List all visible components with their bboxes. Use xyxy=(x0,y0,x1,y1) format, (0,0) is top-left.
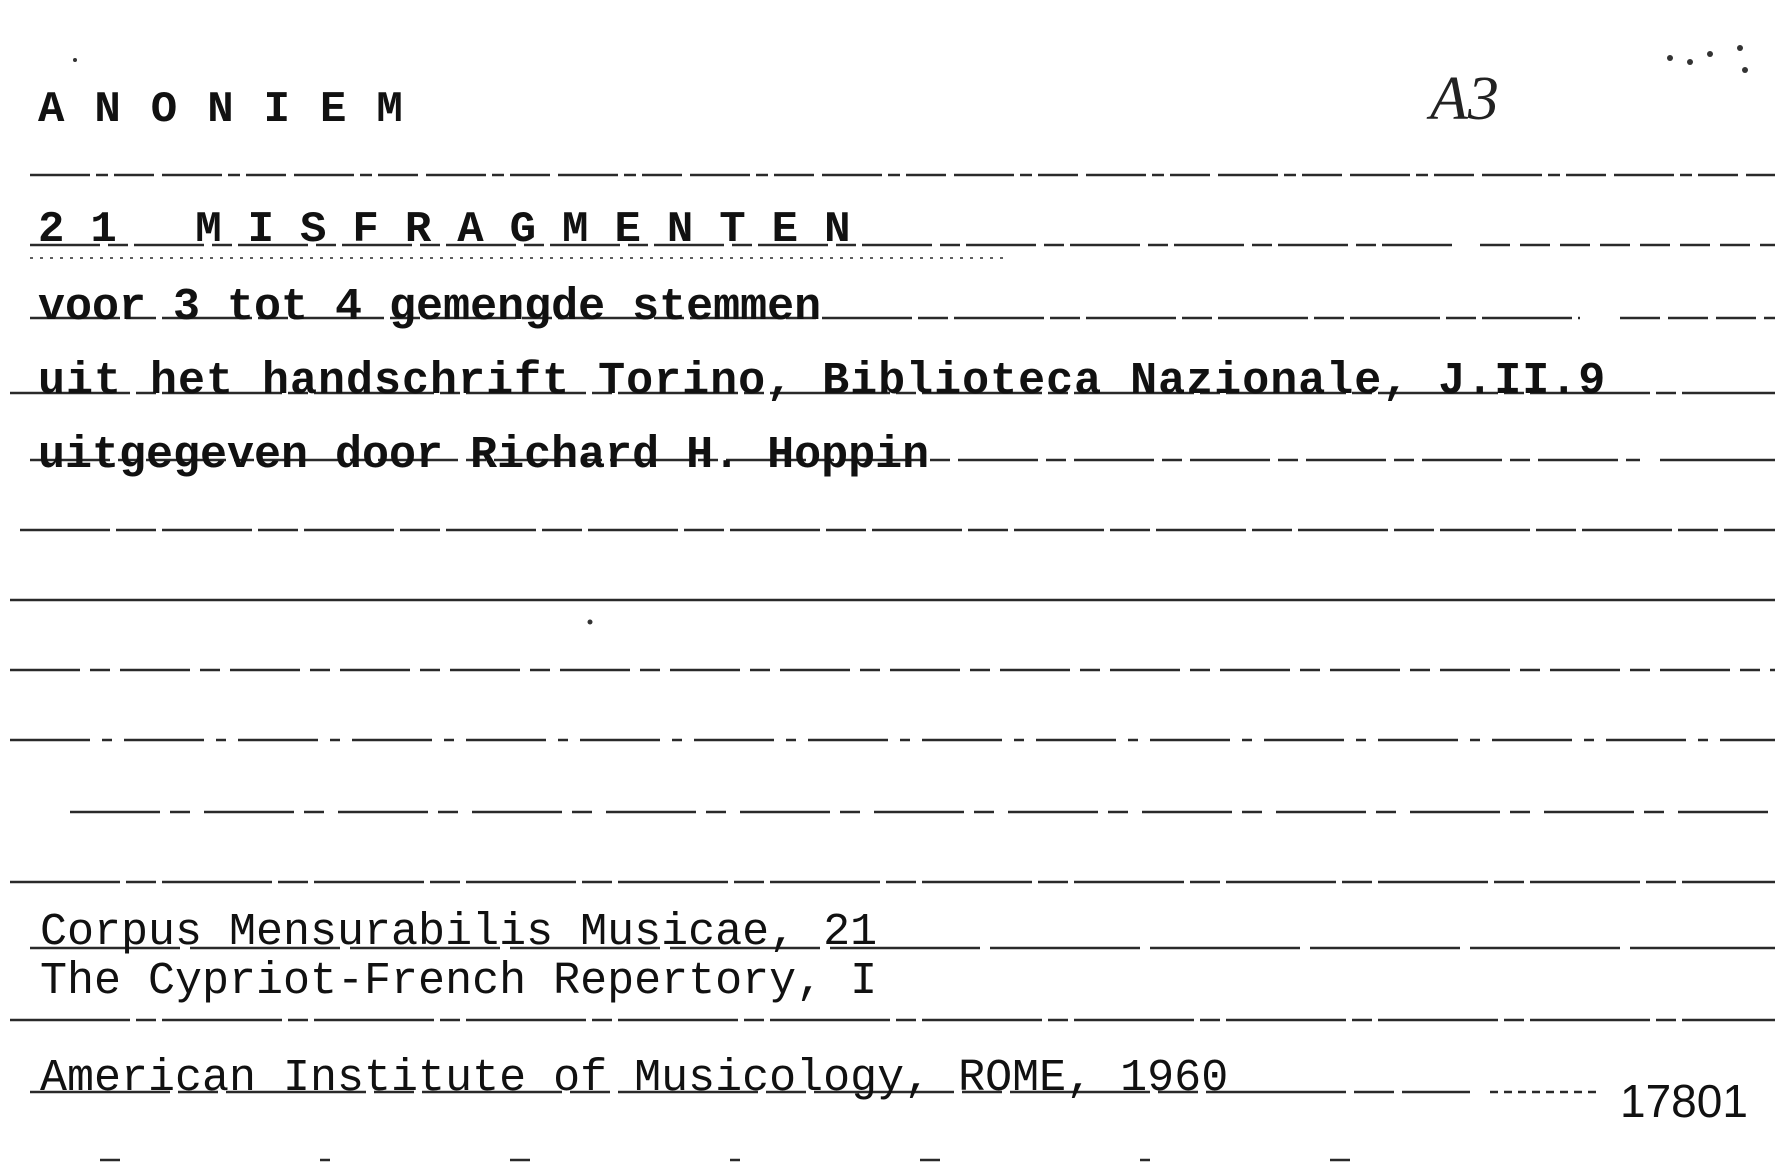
publisher-line: American Institute of Musicology, ROME, 1960 xyxy=(40,1053,1229,1104)
scoring-line: voor 3 tot 4 gemengde stemmen xyxy=(38,282,822,333)
work-title: 21 MISFRAGMENTEN xyxy=(38,205,877,255)
call-mark: A3 xyxy=(1430,65,1499,133)
author-heading: ANONIEM xyxy=(38,85,433,135)
editor-line: uitgegeven door Richard H. Hoppin xyxy=(38,430,930,481)
subseries-line: The Cypriot-French Repertory, I xyxy=(40,956,878,1007)
source-line: uit het handschrift Torino, Biblioteca Nazionale, J.II.9 xyxy=(38,356,1607,407)
series-line: Corpus Mensurabilis Musicae, 21 xyxy=(40,907,878,958)
accession-number: 17801 xyxy=(1620,1075,1748,1127)
